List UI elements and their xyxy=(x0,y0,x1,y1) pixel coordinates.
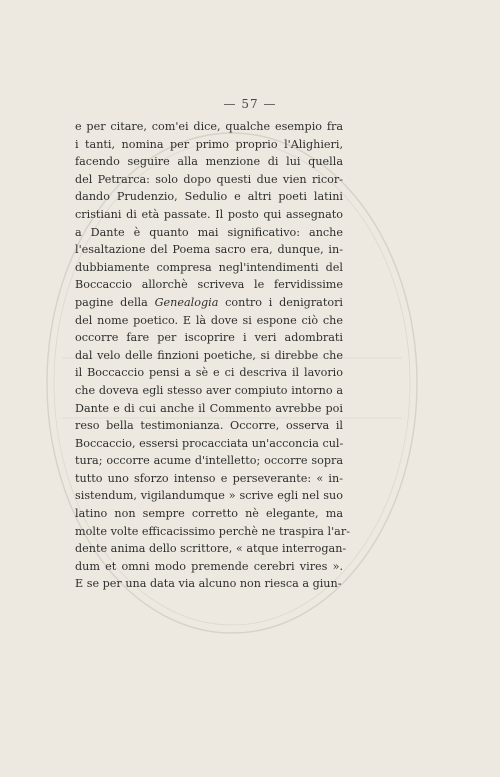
text-line: molte volte efficacissimo perchè ne traspira l'ar- xyxy=(75,524,350,538)
text-line: l'esaltazione del Poema sacro era, dunque, in- xyxy=(75,243,343,257)
text-line: tutto uno sforzo intenso e perseverante: « in- xyxy=(75,471,343,485)
text-line: reso bella testimonianza. Occorre, osserva il xyxy=(75,419,343,433)
text-line: occorre fare per iscoprire i veri adombrati xyxy=(75,331,343,345)
text-line: sistendum, vigilandumque » scrive egli nel suo xyxy=(75,489,343,503)
text-line: del Petrarca: solo dopo questi due vien ricor- xyxy=(75,172,343,186)
text-line: dando Prudenzio, Sedulio e altri poeti latini xyxy=(75,190,343,204)
text-line: Dante e di cui anche il Commento avrebbe poi xyxy=(75,401,343,415)
text-line: dubbiamente compresa negl'intendimenti del xyxy=(75,260,343,274)
text-line: tura; occorre acume d'intelletto; occorre sopra xyxy=(75,454,343,468)
text-line: Boccaccio allorchè scriveva le fervidissime xyxy=(75,278,343,292)
text-line: dente anima dello scrittore, « atque interrogan- xyxy=(75,542,347,556)
text-line: che doveva egli stesso aver compiuto intorno a xyxy=(75,383,343,397)
text-line: Boccaccio, essersi procacciata un'acconcia cul- xyxy=(75,436,344,450)
text-line: cristiani di età passate. Il posto qui assegnato xyxy=(75,207,343,221)
text-line: e per citare, com'ei dice, qualche esempio fra xyxy=(75,120,343,133)
body-text xyxy=(75,118,350,593)
text-line: dal velo delle finzioni poetiche, si direbbe che xyxy=(75,348,343,362)
text-line: latino non sempre corretto nè elegante, ma xyxy=(75,507,343,521)
text-line: il Boccaccio pensi a sè e ci descriva il lavorio xyxy=(75,366,343,380)
book-title-italic: Genealogia xyxy=(154,295,219,309)
text-line: facendo seguire alla menzione di lui quella xyxy=(75,155,343,169)
page-number: — 57 — xyxy=(223,97,277,111)
text-line: a Dante è quanto mai significativo: anche xyxy=(75,225,343,239)
text-line: del nome poetico. E là dove si espone ciò che xyxy=(75,313,343,327)
text-line: i tanti, nomina per primo proprio l'Alighieri, xyxy=(75,137,343,151)
text-line: E se per una data via alcuno non riesca a giun- xyxy=(75,577,342,591)
text-line: pagine della Genealogia contro i denigratori xyxy=(75,295,344,309)
text-line: dum et omni modo premende cerebri vires ». xyxy=(75,559,343,573)
